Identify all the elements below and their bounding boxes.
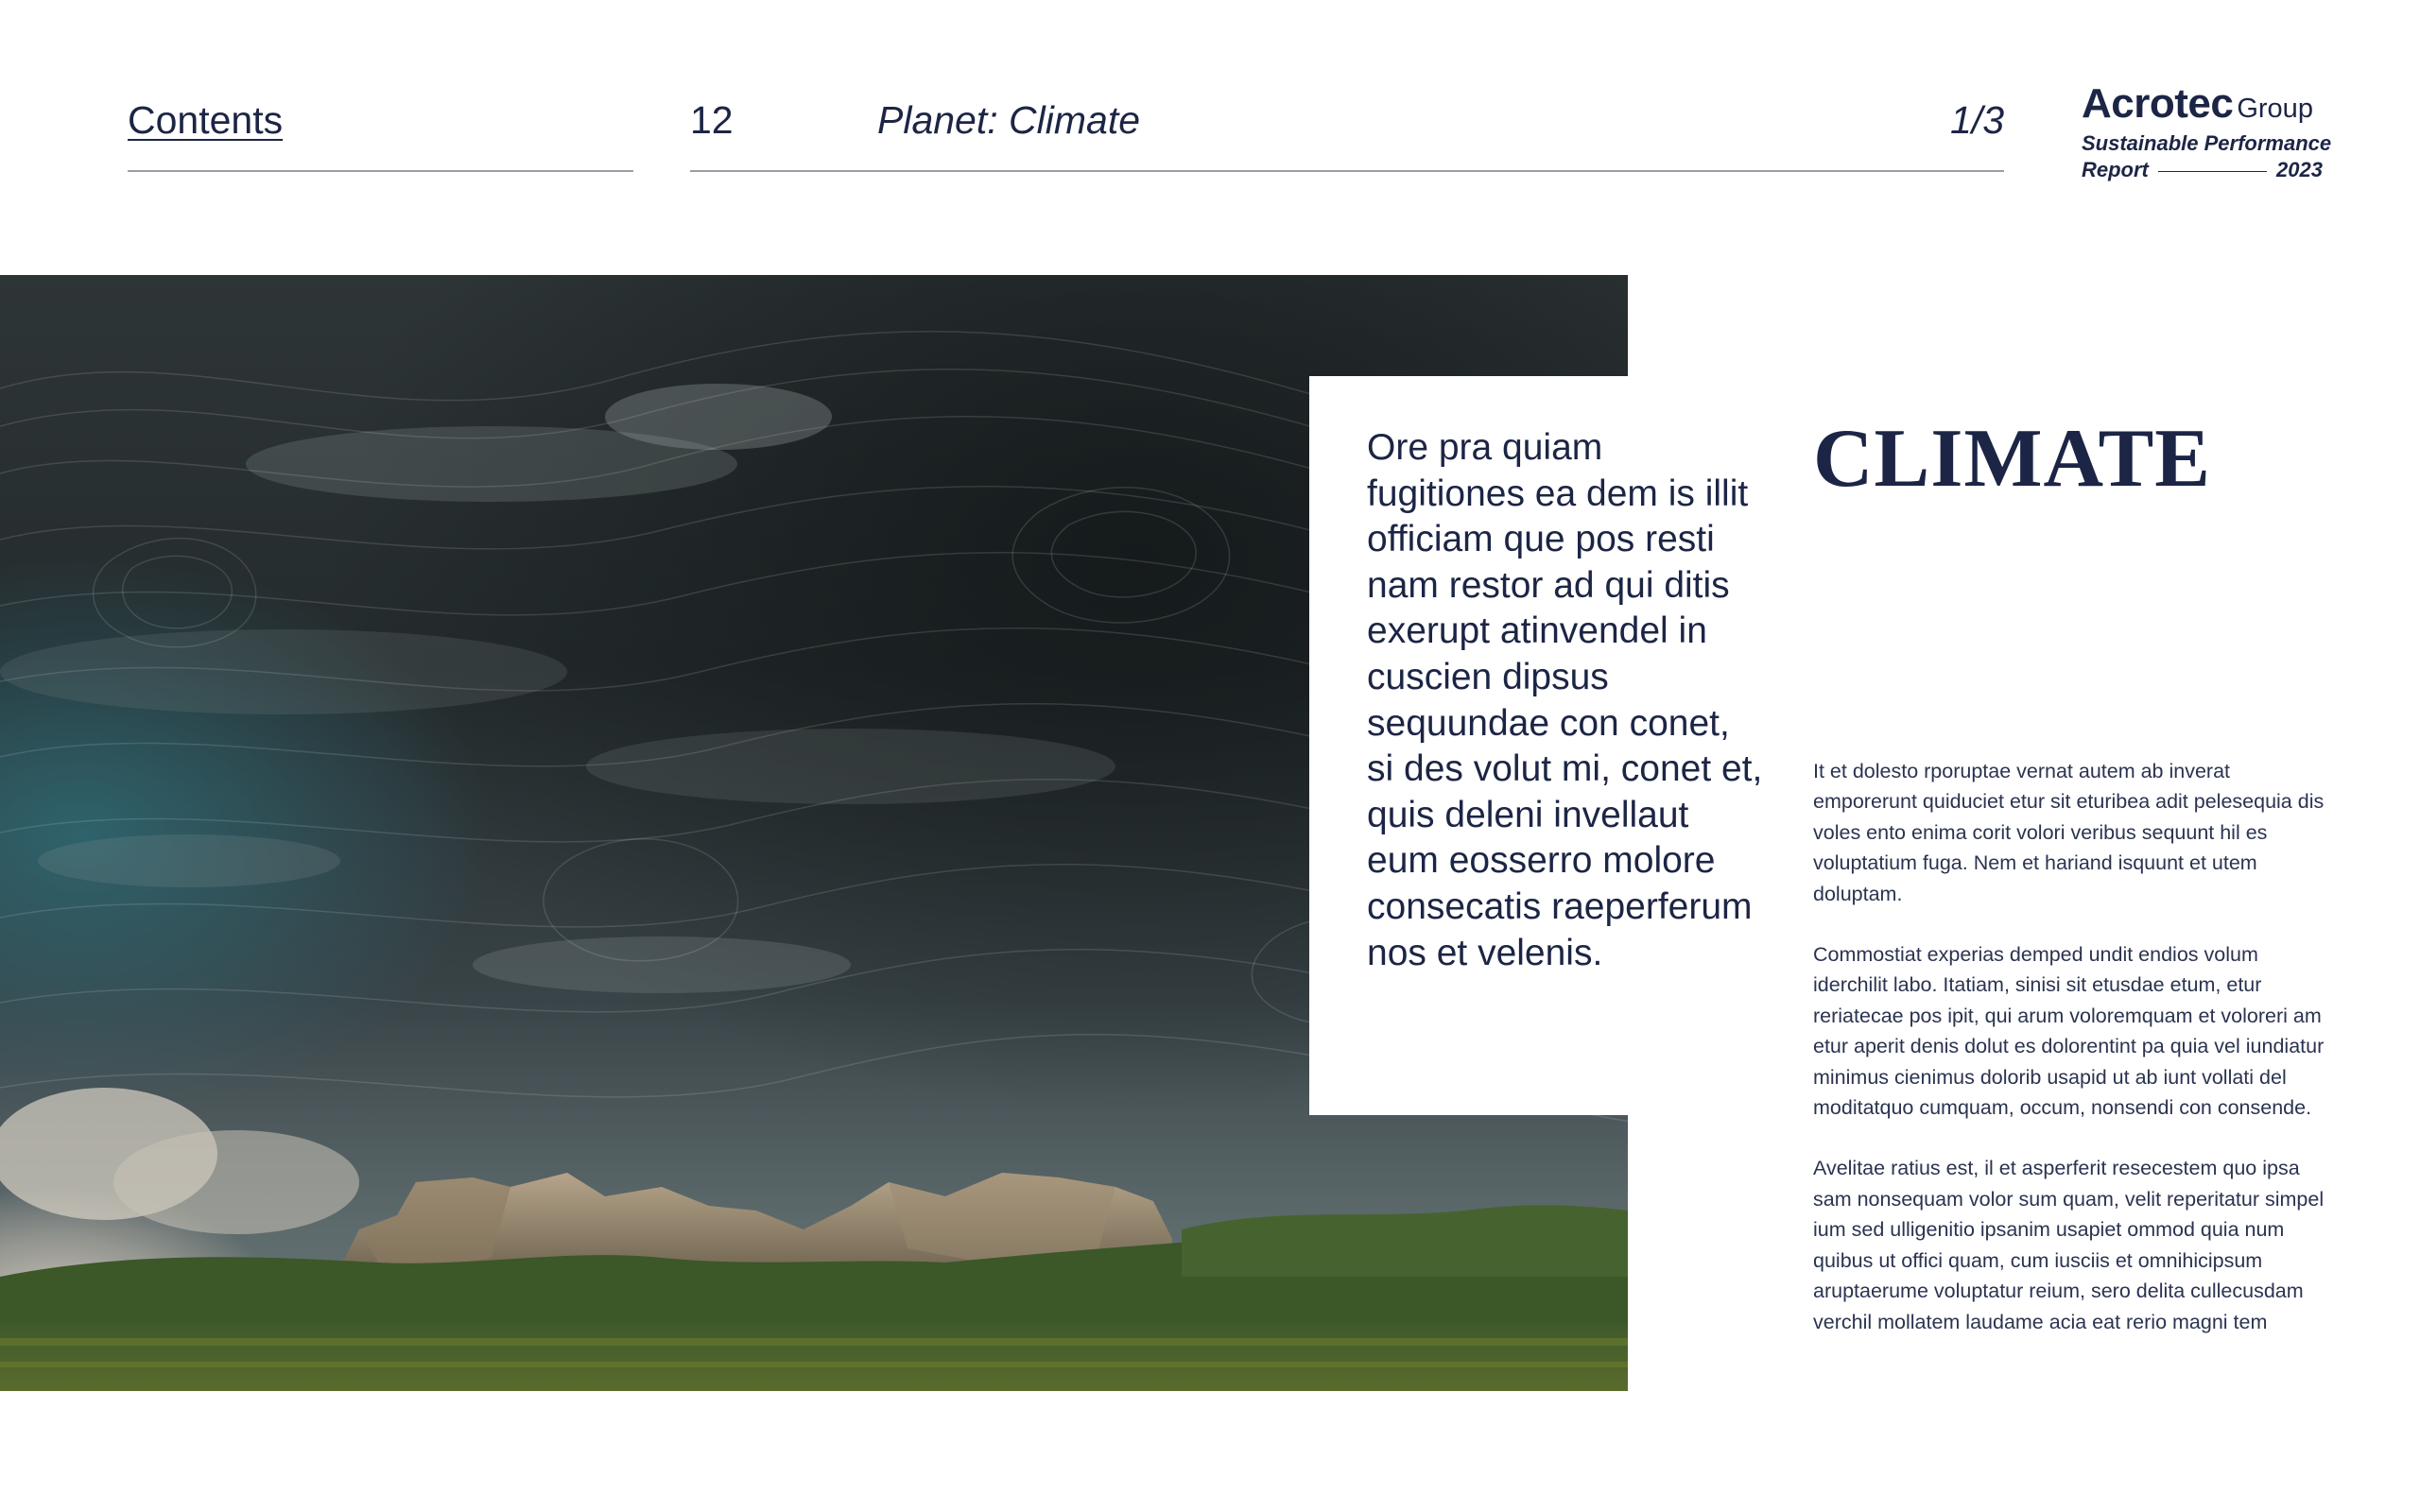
section-title: Planet: Climate (877, 98, 1141, 142)
brand-report-label: Report (2082, 158, 2149, 181)
brand-name: Acrotec (2082, 80, 2234, 127)
climate-heading: CLIMATE (1813, 413, 2211, 505)
brand-year: 2023 (2276, 158, 2323, 181)
body-paragraph: It et dolesto rporuptae vernat autem ab inverat emporerunt quiduciet etur sit eturibea adit pelesequia dis voles ento enima corit volori veribus sequunt hil es voluptatium fuga. Nem et hariand isquunt et utem doluptam. (1813, 760, 2325, 905)
page-indicator: 1/3 (1950, 98, 2004, 142)
body-paragraph: Avelitae ratius est, il et asperferit resecestem quo ipsa sam nonsequam volor sum quam, velit reperitatur simpel ium sed ulligenitio ipsanim usapiet ommod quia num quibus ut offici quam, cum iusciis et omnihicipsum aruptaerume voluptatur reium, sero delita cullecusdam verchil mollatem laudame acia eat rerio magni tem (1813, 1157, 2325, 1333)
pull-quote: Ore pra quiam fugitiones ea dem is illit officiam que pos resti nam restor ad qui ditis exerupt atinvendel in cuscien dipsus sequundae con conet, si des volut mi, conet et, quis deleni invellaut eum eosserro molore consecatis raeperferum nos et velenis. (1367, 427, 1763, 973)
body-paragraph: Commostiat experias demped undit endios volum iderchilit labo. Itatiam, sinisi sit etusdae etum, etur reriatecae pos ipit, qui arum voloremquam et voloreri am etur aperit denis dolut es dolorentint pa quia vel iundiatur minimus cienimus dolorib usapid ut ab iunt vollati del moditatquo cumquam, occum, nonsendi con consende. (1813, 943, 2325, 1120)
contents-link[interactable]: Contents (128, 98, 284, 142)
body-text-column (1813, 756, 2328, 1367)
brand-report-line (2082, 157, 2323, 183)
brand-group: Group (2237, 94, 2313, 124)
brand-dash (2158, 171, 2267, 172)
brand-subtitle: Sustainable Performance (2082, 131, 2332, 155)
header-divider-right (690, 170, 2004, 172)
page-number: 12 (690, 98, 734, 142)
brand-logo (2082, 80, 2332, 183)
header-divider-left (128, 170, 633, 172)
